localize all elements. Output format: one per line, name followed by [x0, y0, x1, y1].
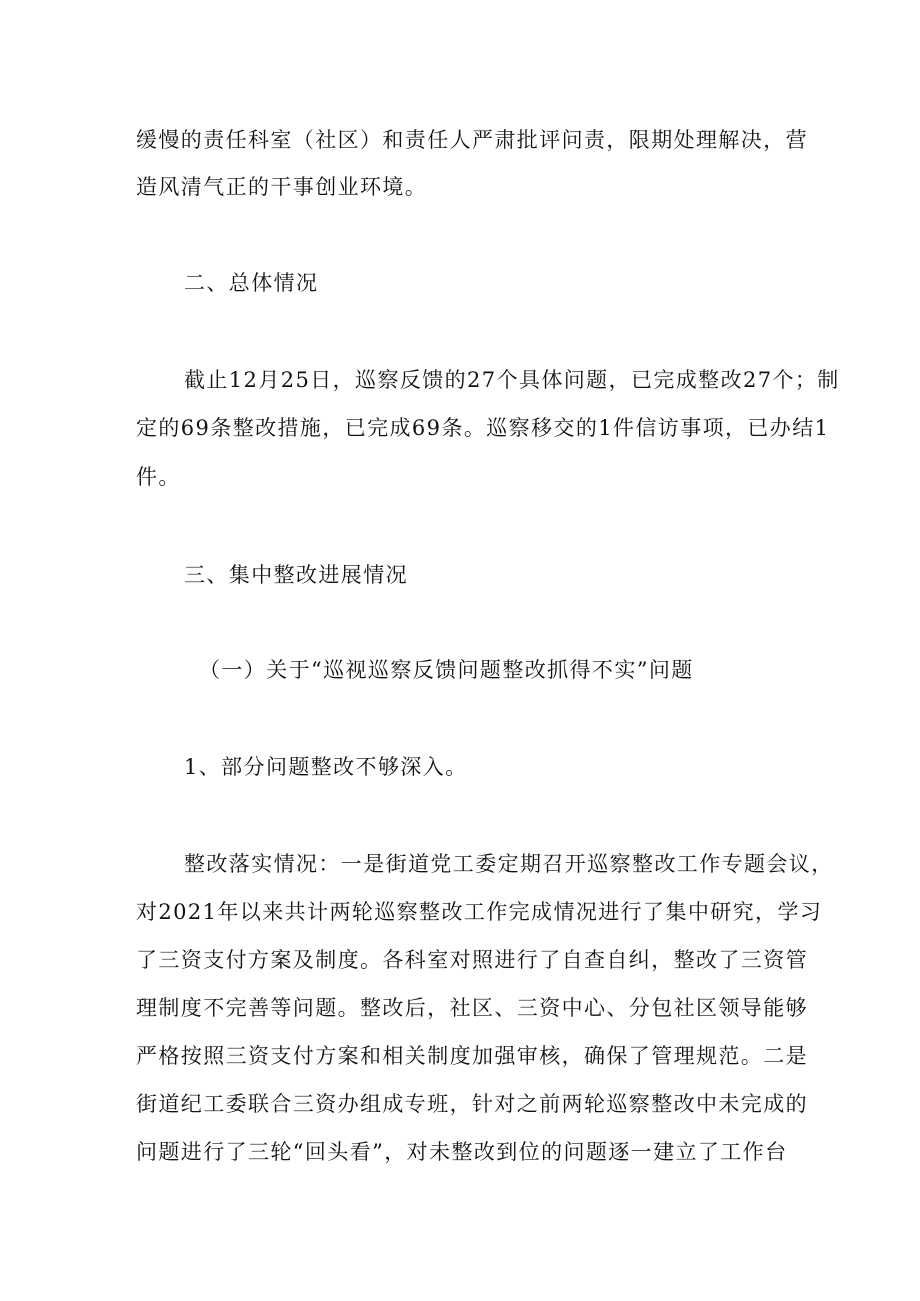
rectify-paragraph-line-5: 严格按照三资支付方案和相关制度加强审核，确保了管理规范。二是	[136, 1044, 808, 1068]
rectify-paragraph-line-1: 整改落实情况：一是街道党工委定期召开巡察整改工作专题会议，	[184, 852, 834, 876]
overall-paragraph-line-3: 件。	[136, 465, 181, 489]
section-heading-progress: 三、集中整改进展情况	[184, 563, 408, 587]
overall-paragraph-line-2: 定的69条整改措施，已完成69条。巡察移交的1件信访事项，已办结1	[136, 416, 830, 440]
rectify-paragraph-line-2: 对2021年以来共计两轮巡察整改工作完成情况进行了集中研究，学习	[136, 900, 823, 924]
section-heading-overall: 二、总体情况	[184, 271, 319, 295]
intro-paragraph-line-2: 造风清气正的干事创业环境。	[136, 175, 428, 199]
subsection-heading-1: （一）关于“巡视巡察反馈问题整改抓得不实”问题	[199, 658, 694, 682]
rectify-paragraph-line-6: 街道纪工委联合三资办组成专班，针对之前两轮巡察整改中未完成的	[136, 1092, 808, 1116]
intro-paragraph-line-1: 缓慢的责任科室（社区）和责任人严肃批评问责，限期处理解决，营	[136, 128, 808, 152]
rectify-paragraph-line-4: 理制度不完善等问题。整改后，社区、三资中心、分包社区领导能够	[136, 996, 808, 1020]
overall-paragraph-line-1: 截止12月25日，巡察反馈的27个具体问题，已完成整改27个；制	[184, 368, 840, 392]
rectify-paragraph-line-3: 了三资支付方案及制度。各科室对照进行了自查自纠，整改了三资管	[136, 948, 808, 972]
item-heading-1: 1、部分问题整改不够深入。	[184, 755, 468, 779]
rectify-paragraph-line-7: 问题进行了三轮“回头看”，对未整改到位的问题逐一建立了工作台	[136, 1140, 788, 1164]
